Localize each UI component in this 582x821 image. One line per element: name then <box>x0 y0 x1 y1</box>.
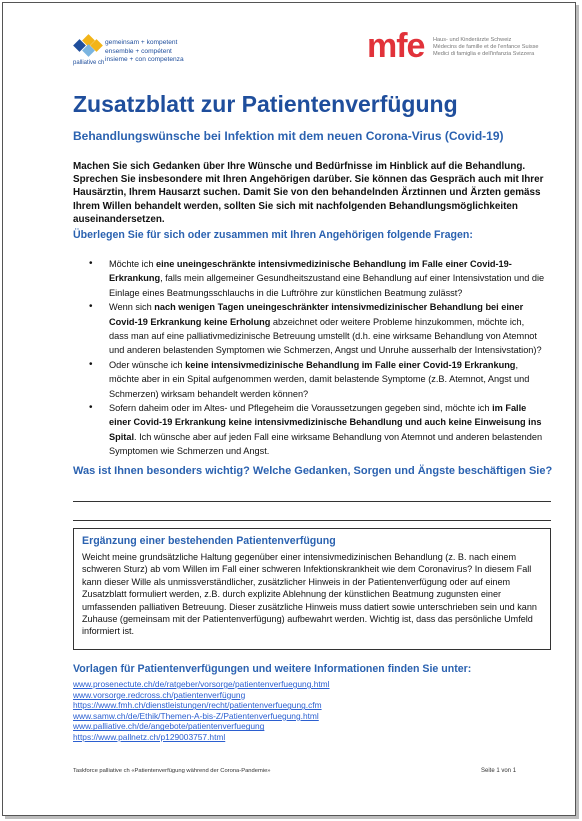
page-title: Zusatzblatt zur Patientenverfügung <box>73 91 458 117</box>
mfe-line-it: Medici di famiglia e dell'infanzia Svizzera <box>433 51 535 57</box>
list-item: • Wenn sich nach wenigen Tagen uneingeschränkter intensivmedizinischer Behandlung bei einer Covid-19 Erkrankung keine Erholung abzeichnet oder weitere Probleme hinzukommen, möchte ich, dass man auf eine palliativmedizinische Betreuung umstellt (d.h. eine wirksame Behandlung von Atemnot und anderen belastenden Symptomen wie Schmerzen, Angst und Unruhe ausserhalb der Intensivstation)? <box>77 300 545 358</box>
questions-heading: Überlegen Sie für sich oder zusammen mit Ihren Angehörigen folgende Fragen: <box>73 229 473 241</box>
page-subtitle: Behandlungswünsche bei Infektion mit dem neuen Corona-Virus (Covid-19) <box>73 129 504 143</box>
important-question: Was ist Ihnen besonders wichtig? Welche Gedanken, Sorgen und Ängste beschäftigen Sie? <box>73 465 553 477</box>
list-item: • Sofern daheim oder im Altes- und Pflegeheim die Voraussetzungen gegeben sind, möchte ich im Falle einer Covid-19 Erkrankung keine intensivmedizinische Behandlung und auch keine Einweisung ins Spital. Ich wünsche aber auf jeden Fall eine wirksame Behandlung von Atemnot und anderen belastenden Symptomen wie Schmerzen und Angst. <box>77 401 545 459</box>
list-item: • Möchte ich eine uneingeschränkte intensivmedizinische Behandlung im Falle einer Covid-19-Erkrankung, falls mein allgemeiner Gesundheitszustand eine Behandlung auf einer Intensivstation und die Einlage eines Beatmungsschlauchs in die Luftröhre zur künstlichen Beatmung zulässt? <box>77 257 545 300</box>
logo-line-de: gemeinsam + kompetent <box>105 39 178 46</box>
link-palliative[interactable]: www.palliative.ch/de/angebote/patientenverfuegung <box>73 721 265 732</box>
links-heading: Vorlagen für Patientenverfügungen und weitere Informationen finden Sie unter: <box>73 663 472 675</box>
palliative-ch-logo <box>73 37 193 67</box>
question-list <box>77 257 545 459</box>
footer-source: Taskforce palliative ch «Patientenverfügung während der Corona-Pandemie» <box>73 768 271 774</box>
answer-line <box>73 501 551 502</box>
list-item: • Oder wünsche ich keine intensivmedizinische Behandlung im Falle einer Covid-19 Erkrankung, möchte aber in ein Spital aufgenommen werden, damit belastende Symptome (z.B. Atemnot, Angst und Schmerzen) wirksam behandelt werden können? <box>77 358 545 401</box>
mfe-line-fr: Médecins de famille et de l'enfance Suisse <box>433 44 539 50</box>
page-number: Seite 1 von 1 <box>481 768 517 774</box>
answer-line <box>73 520 551 521</box>
palliative-logo-subtext: palliative ch <box>73 60 105 66</box>
mfe-logo <box>367 27 567 71</box>
link-prosenectute[interactable]: www.prosenectute.ch/de/ratgeber/vorsorge/patientenverfuegung.html <box>73 679 330 689</box>
palliative-logo-text <box>105 39 184 65</box>
link-fmh[interactable]: https://www.fmh.ch/dienstleistungen/recht/patientenverfuegung.cfm <box>73 700 322 711</box>
palliative-logo-mark-icon <box>73 37 101 59</box>
supplement-heading: Ergänzung einer bestehenden Patientenverfügung <box>82 535 336 547</box>
links-list <box>73 679 330 743</box>
supplement-box <box>73 528 551 650</box>
link-pallnetz[interactable]: https://www.pallnetz.ch/p129003757.html <box>73 731 226 742</box>
page <box>2 2 576 816</box>
logo-line-it: insieme + con competenza <box>105 56 184 63</box>
link-redcross[interactable]: www.vorsorge.redcross.ch/patientenverfügung <box>73 689 246 700</box>
mfe-logo-word: mfe <box>367 27 425 65</box>
logo-line-fr: ensemble + compétent <box>105 47 172 55</box>
supplement-text: Weicht meine grundsätzliche Haltung gegenüber einer intensivmedizinischen Behandlung (z. B. nach einem schweren Sturz) ab vom Willen im Fall einer schweren Infektionskrankheit wie dem Coronavirus? In diesem Fall kann dieser Wille als unmissverständlicher, zusätzlicher Hinweis in der Patientenverfügung oder auf einem Zusatzblatt formuliert werden, z.B. durch explizite Ablehnung der künstlichen Beatmung zugunsten einer umfassenden palliativen Betreuung. Dieser zusätzliche Hinweis muss datiert sowie unterschrieben sein und kann Zuhause (gemeinsam mit der Patientenverfügung) aufbewahrt werden. Wichtig ist, dass das persönliche Umfeld informiert ist. <box>82 552 537 637</box>
mfe-line-de: Haus- und Kinderärzte Schweiz <box>433 37 512 43</box>
mfe-logo-text <box>433 37 539 58</box>
link-samw[interactable]: www.samw.ch/de/Ethik/Themen-A-bis-Z/Patientenverfuegung.html <box>73 710 319 721</box>
intro-paragraph: Machen Sie sich Gedanken über Ihre Wünsche und Bedürfnisse im Hinblick auf die Behandlung. Sprechen Sie insbesondere mit Ihren Angehörigen darüber. Sie können das Gespräch auch mit Ihrer Hausärztin, Ihrem Hausarzt suchen. Damit Sie von den behandelnden Ärztinnen und Ärzten gemäss Ihrem Willen behandelt werden, sollten Sie sich mit nachfolgenden Behandlungsmöglichkeiten auseinandersetzen. <box>73 161 544 225</box>
